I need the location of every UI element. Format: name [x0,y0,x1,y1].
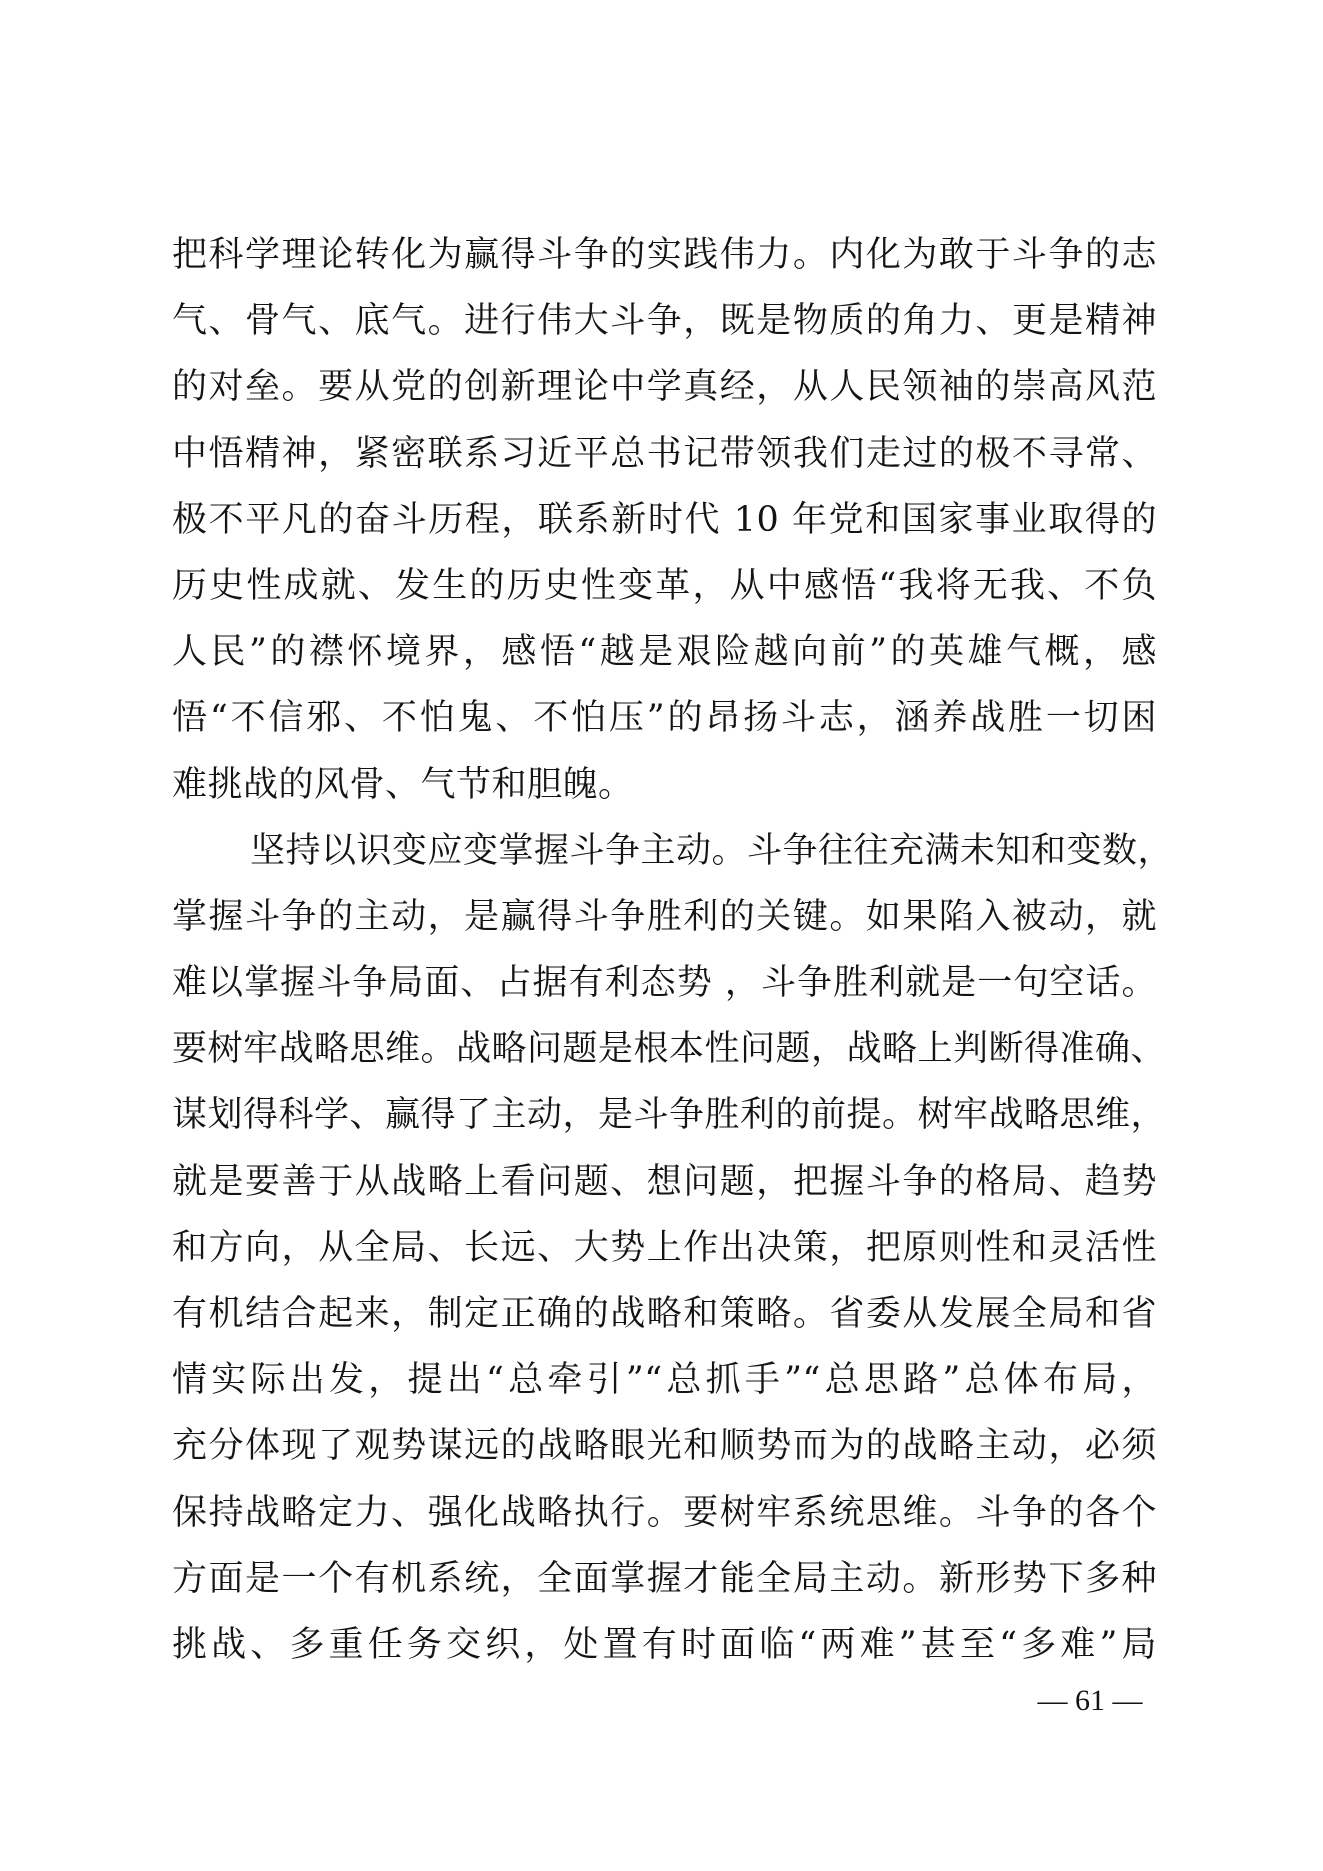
text-line: 气、骨气、底气。进行伟大斗争，既是物质的角力、更是精神 [172,301,1157,342]
text-line: 保持战略定力、强化战略执行。要树牢系统思维。斗争的各个 [172,1492,1157,1533]
text-line: 情实际出发，提出“总牵引”“总抓手”“总思路”总体布局， [172,1360,1157,1401]
text-line: 坚持以识变应变掌握斗争主动。斗争往往充满未知和变数， [250,830,1174,871]
text-line: 历史性成就、发生的历史性变革，从中感悟“我将无我、不负 [172,565,1157,606]
text-line: 方面是一个有机系统，全面掌握才能全局主动。新形势下多种 [172,1558,1157,1599]
text-line: 和方向，从全局、长远、大势上作出决策，把原则性和灵活性 [172,1227,1157,1268]
text-line: 难挑战的风骨、气节和胆魄。 [172,764,634,805]
text-line: 把科学理论转化为赢得斗争的实践伟力。内化为敢于斗争的志 [172,235,1157,275]
paragraph-1 [172,222,1157,818]
text-line: 悟“不信邪、不怕鬼、不怕压”的昂扬斗志，涵养战胜一切困 [172,698,1157,739]
paragraph-2 [172,818,1174,1678]
text-line: 人民”的襟怀境界，感悟“越是艰险越向前”的英雄气概，感 [172,632,1157,673]
text-line: 要树牢战略思维。战略问题是根本性问题，战略上判断得准确、 [172,1029,1167,1070]
text-line: 难以掌握斗争局面、占据有利态势 ，斗争胜利就是一句空话。 [172,963,1157,1004]
text-line: 充分体现了观势谋远的战略眼光和顺势而为的战略主动，必须 [172,1426,1157,1467]
text-line: 谋划得科学、赢得了主动，是斗争胜利的前提。树牢战略思维， [172,1095,1167,1136]
body-text [172,222,1174,1678]
text-line: 极不平凡的奋斗历程，联系新时代 10 年党和国家事业取得的 [172,499,1157,540]
page-number: — 61 — [1037,1684,1143,1717]
text-line: 就是要善于从战略上看问题、想问题，把握斗争的格局、趋势 [172,1161,1157,1202]
text-line: 的对垒。要从党的创新理论中学真经，从人民领袖的崇高风范 [172,367,1157,408]
text-line: 有机结合起来，制定正确的战略和策略。省委从发展全局和省 [172,1294,1157,1334]
text-line: 中悟精神，紧密联系习近平总书记带领我们走过的极不寻常、 [172,433,1157,474]
text-line: 挑战、多重任务交织，处置有时面临“两难”甚至“多难”局 [172,1624,1157,1665]
text-line: 掌握斗争的主动，是赢得斗争胜利的关键。如果陷入被动，就 [172,896,1157,937]
